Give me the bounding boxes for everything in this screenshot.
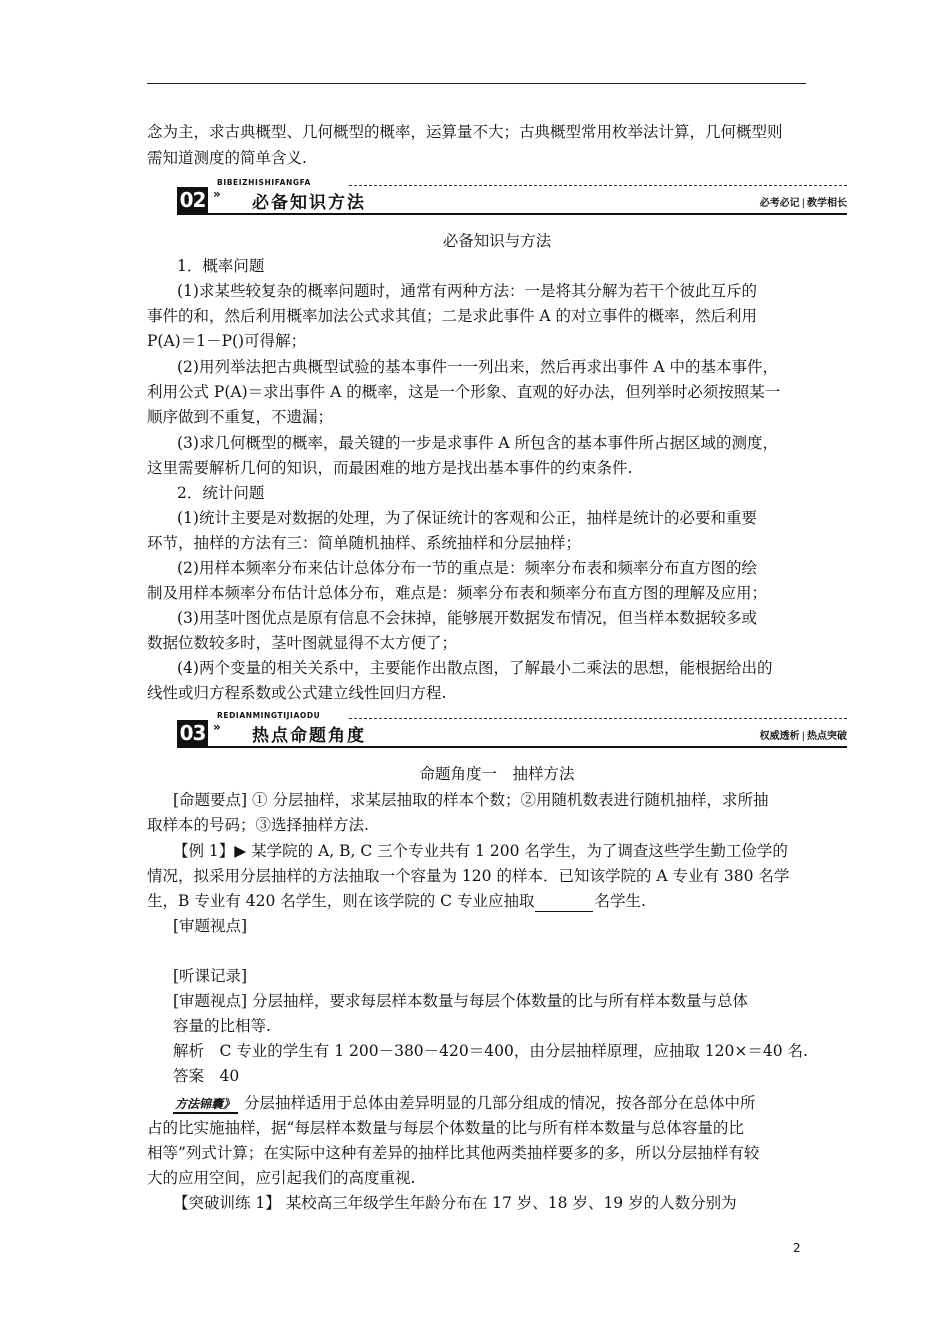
paragraph-line: (2)用样本频率分布来估计总体分布一节的重点是：频率分布表和频率分布直方图的绘 [177, 559, 757, 577]
paragraph-line: 数据位数较多时，茎叶图就显得不太方便了； [147, 634, 458, 652]
paragraph-line: 利用公式 P(A)＝求出事件 A 的概率，这是一个形象、直观的好办法，但列举时必须按照某一 [147, 383, 781, 401]
heading-probability: 1．概率问题 [177, 257, 265, 275]
paragraph-line: (3)求几何概型的概率，最关键的一步是求事件 A 所包含的基本事件所占据区域的测度， [177, 434, 779, 452]
paragraph-line: 环节，抽样的方法有三：简单随机抽样、系统抽样和分层抽样； [147, 534, 582, 552]
paragraph-line: (3)用茎叶图优点是原有信息不会抹掉，能够展开数据发布情况，但当样本数据较多或 [177, 609, 757, 627]
banner-tagline: 权威透析 | 热点突破 [759, 731, 847, 742]
example-text: 生，B 专业有 420 名学生，则在该学院的 C 专业应抽取 [147, 892, 535, 910]
training-line: 【突破训练 1】 某校高三年级学生年龄分布在 17 岁、18 岁、19 岁的人数分别为 [173, 1194, 737, 1212]
top-rule [147, 83, 806, 84]
method-line [173, 1092, 807, 1114]
banner-dashed-rule [349, 185, 847, 186]
example-text-end: 名学生. [594, 892, 646, 910]
paragraph-line: (1)求某些较复杂的概率问题时，通常有两种方法：一是将其分解为若干个彼此互斥的 [177, 282, 757, 300]
example-line: 【例 1】▶ 某学院的 A, B, C 三个专业共有 1 200 名学生，为了调查这些学生勤工俭学的 [173, 842, 788, 860]
audit-line: 容量的比相等. [173, 1017, 271, 1035]
requirement-line: 取样本的号码；③选择抽样方法. [147, 816, 369, 834]
banner-number: 03 [177, 720, 208, 747]
chevron-right-icon: » [213, 187, 221, 201]
intro-line-2: 需知道测度的简单含义. [147, 149, 307, 167]
method-text: 分层抽样适用于总体由差异明显的几部分组成的情况，按各部分在总体中所 [244, 1094, 756, 1112]
method-line: 相等”列式计算；在实际中这种有差异的抽样比其他两类抽样要多的多，所以分层抽样有较 [147, 1144, 760, 1162]
section-banner-02 [177, 178, 847, 215]
notes-label: [听课记录] [173, 967, 248, 985]
banner-dashed-rule [349, 718, 847, 719]
method-line: 占的比实施抽样，据“每层样本数量与每层个体数量的比与所有样本数量与总体容量的比 [147, 1119, 744, 1137]
banner-underline [177, 213, 847, 215]
paragraph-line: P(A)＝1－P()可得解； [147, 332, 307, 350]
paragraph-line: 事件的和，然后利用概率加法公式求其值；二是求此事件 A 的对立事件的概率，然后利用 [147, 307, 758, 325]
paragraph-line: (1)统计主要是对数据的处理，为了保证统计的客观和公正，抽样是统计的必要和重要 [177, 509, 757, 527]
banner-tagline: 必考必记 | 教学相长 [759, 198, 847, 209]
paragraph-line: (2)用列举法把古典概型试验的基本事件一一列出来，然后再求出事件 A 中的基本事件， [177, 358, 779, 376]
paragraph-line: 顺序做到不重复，不遗漏； [147, 408, 334, 426]
intro-line-1: 念为主，求古典概型、几何概型的概率，运算量不大；古典概型常用枚举法计算，几何概型则 [147, 123, 783, 141]
section-title: 必备知识与方法 [442, 232, 552, 250]
banner-pinyin: REDIANMINGTIJIAODU [217, 711, 321, 720]
banner-tag-b: 热点突破 [807, 731, 847, 742]
topic-title: 命题角度一 抽样方法 [419, 765, 575, 783]
chevron-right-icon: » [213, 720, 221, 734]
page-number: 2 [793, 1241, 801, 1255]
paragraph-line: 这里需要解析几何的知识，而最困难的地方是找出基本事件的约束条件. [147, 459, 633, 477]
banner-number: 02 [177, 187, 208, 214]
paragraph-line: 制及用样本频率分布估计总体分布，难点是：频率分布表和频率分布直方图的理解及应用； [147, 584, 768, 602]
section-banner-03 [177, 711, 847, 748]
method-tag: 方法锦囊》 [173, 1097, 238, 1114]
paragraph-line: (4)两个变量的相关关系中，主要能作出散点图，了解最小二乘法的思想，能根据给出的 [177, 659, 773, 677]
answer-line: 答案 40 [173, 1067, 240, 1085]
banner-tag-b: 教学相长 [807, 198, 847, 209]
solution-line: 解析 C 专业的学生有 1 200－380－420＝400，由分层抽样原理，应抽取 120×＝40 名. [173, 1042, 808, 1060]
banner-title: 必备知识方法 [252, 193, 366, 213]
example-line [147, 890, 807, 912]
example-line: 情况，拟采用分层抽样的方法抽取一个容量为 120 的样本．已知该学院的 A 专业有 380 名学 [147, 867, 790, 885]
banner-pinyin: BIBEIZHISHIFANGFA [217, 178, 311, 187]
audit-line: [审题视点] 分层抽样，要求每层样本数量与每层个体数量的比与所有样本数量与总体 [173, 992, 749, 1010]
heading-statistics: 2．统计问题 [177, 484, 265, 502]
banner-tag-a: 必考必记 [759, 198, 800, 209]
answer-blank [535, 897, 593, 912]
banner-title: 热点命题角度 [252, 726, 366, 746]
audit-label: [审题视点] [173, 917, 248, 935]
paragraph-line: 线性或归方程系数或公式建立线性回归方程. [147, 684, 447, 702]
banner-tag-a: 权威透析 [759, 731, 800, 742]
method-line: 大的应用空间，应引起我们的高度重视. [147, 1169, 416, 1187]
requirement-line: [命题要点] ① 分层抽样，求某层抽取的样本个数；②用随机数表进行随机抽样，求所抽 [173, 791, 769, 809]
banner-underline [177, 746, 847, 748]
